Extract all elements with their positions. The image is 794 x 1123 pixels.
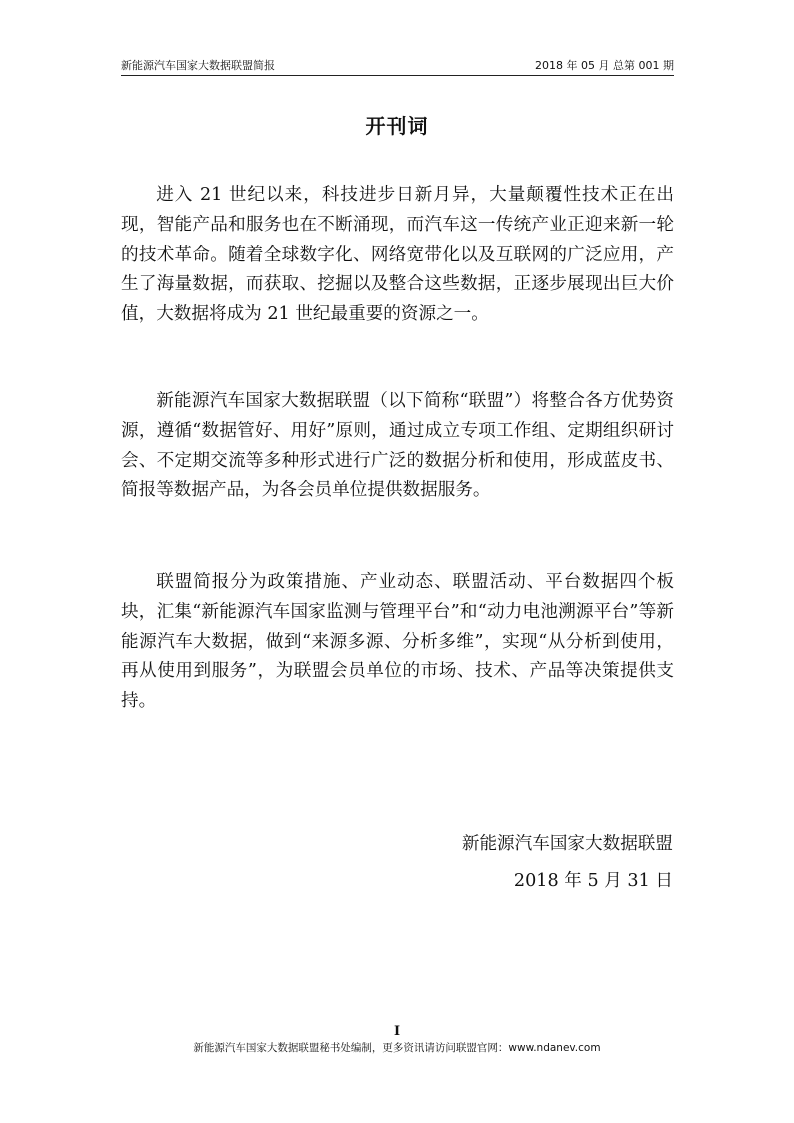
page-header: [121, 55, 674, 76]
signature-date: 2018 年 5 月 31 日: [513, 871, 673, 891]
signature-organization: 新能源汽车国家大数据联盟: [461, 834, 673, 854]
issue-info: 2018 年 05 月 总第 001 期: [535, 59, 674, 72]
publication-name: 新能源汽车国家大数据联盟简报: [121, 59, 275, 72]
signature-block: [462, 826, 673, 900]
paragraph-introduction: 进入 21 世纪以来，科技进步日新月异，大量颠覆性技术正在出现，智能产品和服务也在不断涌现，而汽车这一传统产业正迎来新一轮的技术革命。随着全球数字化、网络宽带化以及互联网的广泛应用，产生了海量数据，而获取、挖掘以及整合这些数据，正逐步展现出巨大价值，大数据将成为 21 世纪最重要的资源之一。: [121, 185, 674, 325]
paragraph-briefing-structure: 联盟简报分为政策措施、产业动态、联盟活动、平台数据四个板块，汇集“新能源汽车国家监测与管理平台”和“动力电池溯源平台”等新能源汽车大数据，做到“来源多源、分析多维”，实现“从分析到使用，再从使用到服务”，为联盟会员单位的市场、技术、产品等决策提供支持。: [121, 572, 674, 712]
page-footer: 新能源汽车国家大数据联盟秘书处编制，更多资讯请访问联盟官网：www.ndanev.com: [193, 1042, 601, 1054]
page-title: 开刊词: [365, 114, 429, 138]
page-number: I: [393, 1024, 401, 1039]
paragraph-alliance-mission: 新能源汽车国家大数据联盟（以下简称“联盟”）将整合各方优势资源，遵循“数据管好、用好”原则，通过成立专项工作组、定期组织研讨会、不定期交流等多种形式进行广泛的数据分析和使用，形成蓝皮书、简报等数据产品，为各会员单位提供数据服务。: [121, 391, 674, 501]
